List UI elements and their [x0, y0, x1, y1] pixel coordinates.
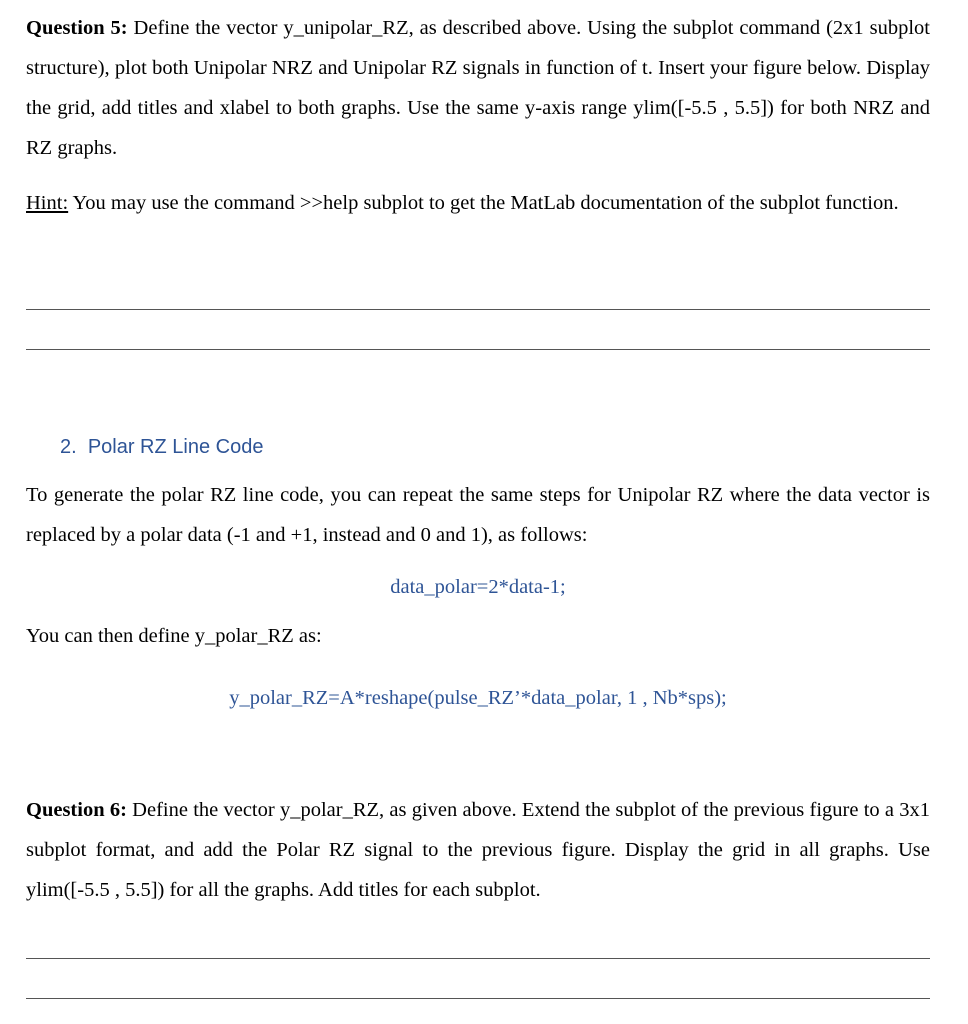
section-number: 2.: [60, 436, 77, 458]
question-6-paragraph: [26, 790, 930, 910]
answer-line-3: [26, 958, 930, 959]
code-data-polar: data_polar=2*data-1;: [390, 576, 566, 598]
hint-paragraph: [26, 183, 930, 223]
section-heading: [60, 436, 263, 459]
polar-intro-paragraph: To generate the polar RZ line code, you can repeat the same steps for Unipolar RZ where the data vector is replaced by a polar data (-1 and +1, instead and 0 and 1), as follows:: [26, 484, 930, 546]
section-title: Polar RZ Line Code: [87, 436, 264, 458]
code-y-polar-rz: y_polar_RZ=A*reshape(pulse_RZ’*data_polar, 1 , Nb*sps);: [229, 687, 727, 709]
question-5-paragraph: [26, 8, 930, 168]
question-5-text: Define the vector y_unipolar_RZ, as described above. Using the subplot command (2x1 subplot structure), plot both Unipolar NRZ and Unipolar RZ signals in function of t. Insert your figure below. Display the grid, add titles and xlabel to both graphs. Use the same y-axis range ylim([-5.5 , 5.5]) for both NRZ and RZ graphs.: [26, 17, 930, 159]
question-6-text: Define the vector y_polar_RZ, as given above. Extend the subplot of the previous figure to a 3x1 subplot format, and add the Polar RZ signal to the previous figure. Display the grid in all graphs. Use ylim([-5.5 , 5.5]) for all the graphs. Add titles for each subplot.: [26, 799, 930, 901]
question-6-label: Question 6:: [26, 799, 127, 821]
question-5-label: Question 5:: [26, 17, 128, 39]
define-y-polar-text: You can then define y_polar_RZ as:: [26, 625, 322, 647]
hint-text: You may use the command >>help subplot to get the MatLab documentation of the subplot function.: [68, 192, 899, 214]
answer-line-2: [26, 349, 930, 350]
hint-label: Hint:: [26, 192, 69, 214]
answer-line-1: [26, 309, 930, 310]
answer-line-4: [26, 998, 930, 999]
